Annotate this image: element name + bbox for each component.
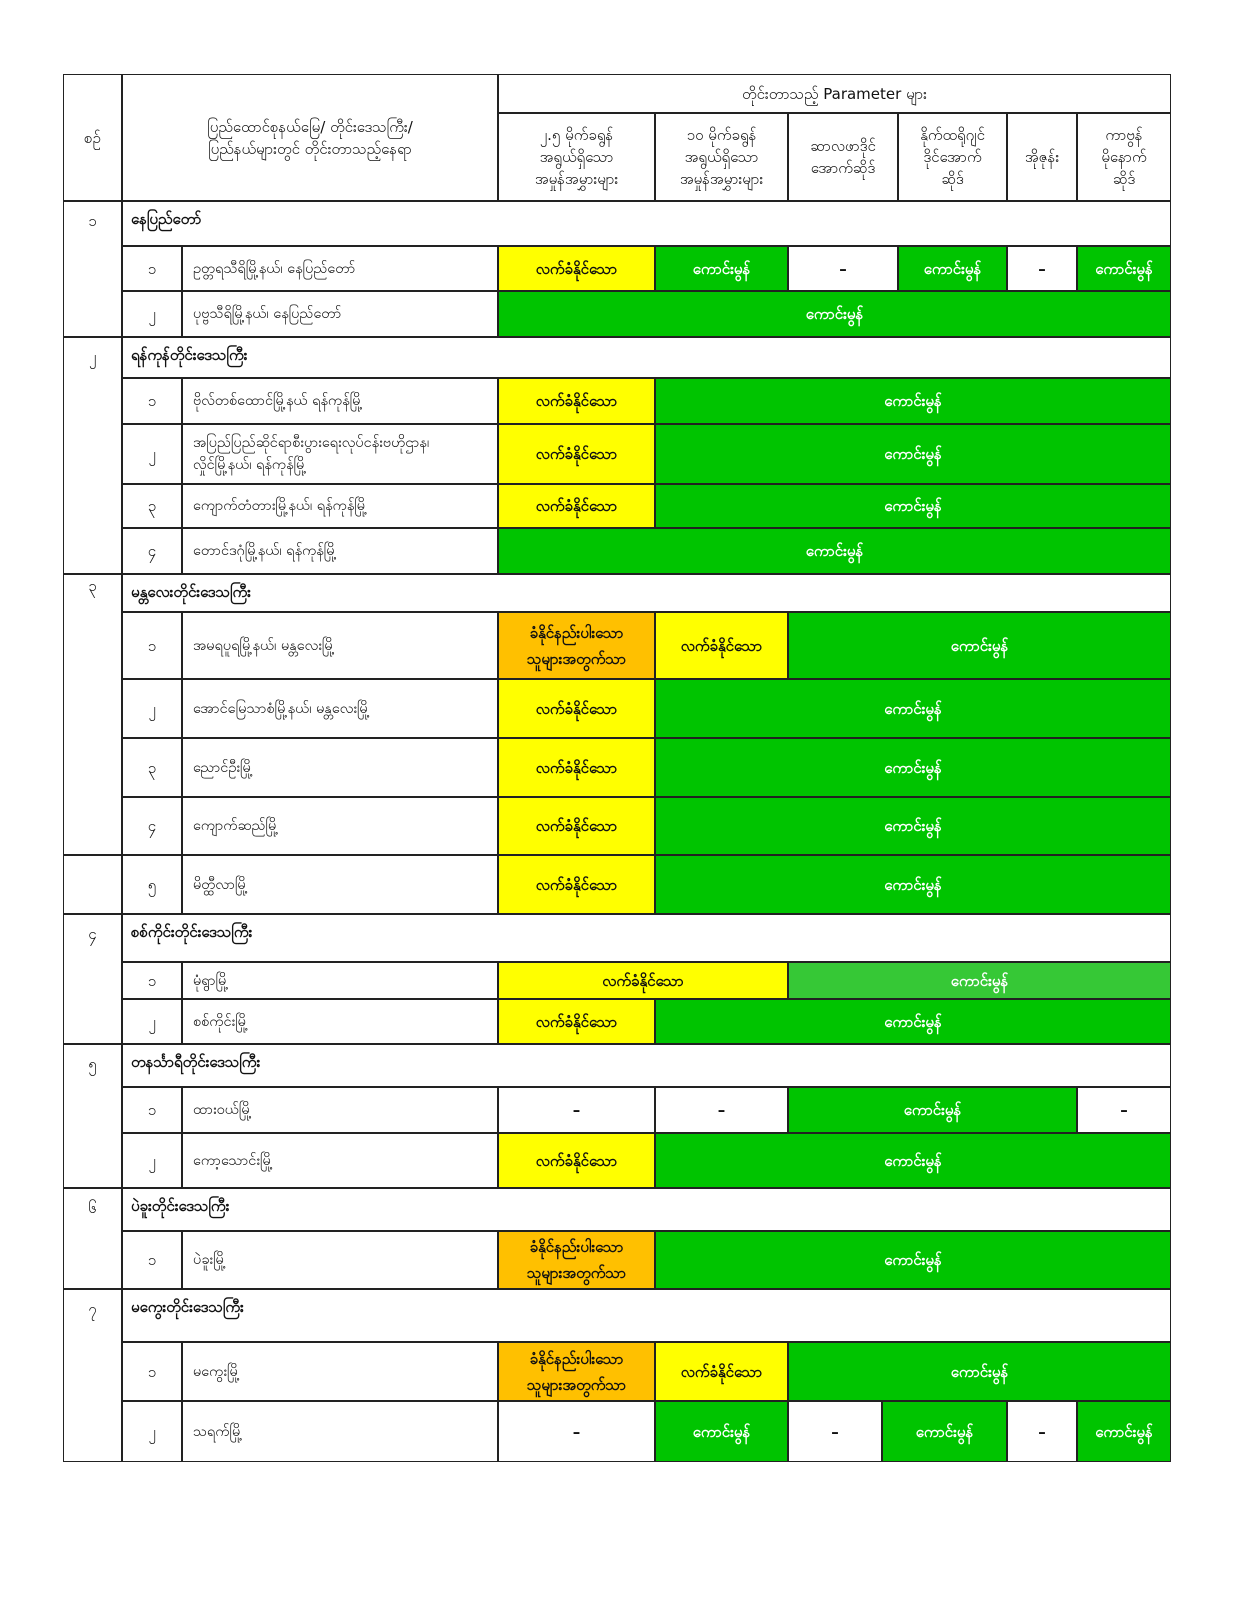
status-cell-good: [498, 291, 1171, 337]
region-name: [122, 914, 1171, 962]
region-number-text: ၇: [88, 1300, 97, 1318]
status-cell-good: [1077, 246, 1171, 291]
site-name-text: တောင်ဒဂုံမြို့နယ်၊ ရန်ကုန်မြို့: [193, 543, 337, 559]
site-name-text: ဥတ္တရသီရိမြို့နယ်၊ နေပြည်တော်: [193, 260, 356, 277]
status-cell-moderate-text: လက်ခံနိုင်သော: [535, 497, 618, 515]
status-cell-moderate: [498, 962, 788, 999]
header-param-ozone-text: အိုဇုန်း: [1024, 148, 1060, 166]
site-number: [122, 1231, 182, 1289]
status-cell-good: [655, 424, 1171, 484]
status-cell-good: [788, 1087, 1077, 1133]
region-name-text: မန္တလေးတိုင်းဒေသကြီး: [131, 583, 251, 601]
site-name: [182, 528, 498, 574]
header-serial: [63, 74, 122, 201]
status-cell-good: [655, 484, 1171, 528]
site-name: [182, 484, 498, 528]
site-number: [122, 797, 182, 855]
region-number: [63, 201, 122, 337]
status-cell-good: [655, 738, 1171, 797]
status-cell-none: [1077, 1087, 1171, 1133]
status-cell-none-text: –: [572, 1101, 581, 1119]
status-cell-good: [655, 999, 1171, 1044]
status-cell-good: [655, 378, 1171, 424]
status-cell-sensitive: [498, 1342, 655, 1401]
status-cell-good-text: ကောင်းမွန်: [884, 1012, 942, 1031]
status-cell-good-text: ကောင်းမွန်: [884, 758, 942, 777]
status-cell-none-text: –: [572, 1422, 581, 1441]
status-cell-moderate: [498, 738, 655, 797]
status-cell-good-text: ကောင်းမွန်: [884, 497, 942, 515]
status-cell-good: [655, 855, 1171, 914]
status-cell-moderate-text: လက်ခံနိုင်သော: [535, 259, 618, 278]
region-number: [63, 1289, 122, 1462]
site-name-text: အမရပူရမြို့နယ်၊ မန္တလေးမြို့: [193, 637, 335, 654]
status-cell-good: [655, 246, 788, 291]
region-name: [122, 1044, 1171, 1087]
status-cell-none: [655, 1087, 788, 1133]
site-number: [122, 999, 182, 1044]
status-cell-moderate-text: လက်ခံနိုင်သော: [535, 699, 618, 718]
site-name-text: အောင်မြေသာစံမြို့နယ်၊ မန္တလေးမြို့: [193, 700, 370, 717]
header-param-pm10: [655, 113, 788, 201]
site-number: [122, 962, 182, 999]
status-cell-none-text: –: [839, 259, 847, 278]
air-quality-table: [63, 74, 1171, 1462]
site-number-text: ၂: [148, 1012, 156, 1031]
status-cell-sensitive-text: ခံနိုင်နည်းပါးသော သူများအတွက်သာ: [526, 623, 627, 668]
status-cell-moderate-text: လက်ခံနိုင်သော: [535, 1012, 618, 1031]
region-number: [63, 574, 122, 855]
status-cell-good-text: ကောင်းမွန်: [692, 259, 751, 278]
header-location-text: ပြည်ထောင်စုနယ်မြေ/ တိုင်းဒေသကြီး/ ပြည်နယ်များတွင် တိုင်းတာသည့်နေရာ: [207, 117, 413, 158]
site-name-text: အပြည်ပြည်ဆိုင်ရာစီးပွားရေးလုပ်ငန်းဗဟိုဌာန၊ လှိုင်မြို့နယ်၊ ရန်ကုန်မြို့: [193, 435, 430, 473]
header-param-pm10-text: ၁၀ မိုက်ခရွန် အရွယ်ရှိသော အမှုန်အမွှားများ: [679, 126, 764, 188]
site-name-text: ဗိုလ်တစ်ထောင်မြို့နယ် ရန်ကုန်မြို့: [193, 393, 363, 409]
site-number-text: ၁: [147, 636, 157, 655]
site-name: [182, 962, 498, 999]
status-cell-good-text: ကောင်းမွန်: [692, 1422, 751, 1441]
status-cell-sensitive: [498, 612, 655, 679]
status-cell-moderate-text: လက်ခံနိုင်သော: [535, 758, 618, 777]
site-number-text: ၁: [147, 1362, 157, 1381]
region-number-text: ၁: [88, 212, 97, 230]
status-cell-good: [898, 246, 1007, 291]
region-name: [122, 201, 1171, 246]
region-number: [63, 914, 122, 1044]
status-cell-moderate-text: လက်ခံနိုင်သော: [680, 1362, 763, 1381]
status-cell-good-text: ကောင်းမွန်: [1095, 259, 1153, 278]
site-number: [122, 679, 182, 738]
site-number-text: ၁: [147, 392, 157, 410]
status-cell-moderate: [498, 246, 655, 291]
site-number: [122, 291, 182, 337]
site-name: [182, 378, 498, 424]
region-name-text: ပဲခူးတိုင်းဒေသကြီး: [131, 1197, 230, 1215]
region-number: [63, 1044, 122, 1188]
site-number-text: ၁: [147, 1251, 157, 1269]
site-number-text: ၂: [148, 699, 156, 718]
site-number-text: ၂: [148, 1151, 156, 1170]
site-name: [182, 679, 498, 738]
status-cell-moderate: [498, 424, 655, 484]
status-cell-good-text: ကောင်းမွန်: [884, 445, 942, 463]
status-cell-moderate: [498, 484, 655, 528]
site-name: [182, 1231, 498, 1289]
header-serial-text: စဉ်: [84, 128, 101, 147]
header-param-so2: [788, 113, 898, 201]
header-param-pm25-text: ၂.၅ မိုက်ခရွန် အရွယ်ရှိသော အမှုန်အမွှားများ: [534, 126, 619, 188]
site-number: [122, 1087, 182, 1133]
status-cell-moderate-text: လက်ခံနိုင်သော: [535, 445, 618, 463]
status-cell-none-text: –: [1038, 1422, 1046, 1441]
site-number: [122, 855, 182, 914]
region-number-blank: [63, 855, 122, 914]
status-cell-good-text: ကောင်းမွန်: [903, 1101, 962, 1119]
status-cell-good: [1077, 1401, 1171, 1462]
status-cell-good-text: ကောင်းမွန်: [805, 305, 864, 323]
region-number-text: ၆: [88, 1199, 97, 1217]
site-number: [122, 612, 182, 679]
site-number: [122, 484, 182, 528]
region-name-text: စစ်ကိုင်းတိုင်းဒေသကြီး: [131, 923, 253, 941]
status-cell-moderate: [655, 1342, 788, 1401]
site-number-text: ၃: [147, 497, 157, 515]
site-number-text: ၄: [147, 817, 157, 835]
header-param-co: [1077, 113, 1171, 201]
site-number-text: ၂: [148, 1422, 156, 1441]
region-name: [122, 337, 1171, 378]
site-number-text: ၅: [147, 875, 157, 894]
site-name: [182, 424, 498, 484]
region-number-text: ၂: [88, 348, 97, 366]
status-cell-none: [1007, 1401, 1077, 1462]
site-number-text: ၂: [148, 305, 156, 323]
status-cell-moderate: [498, 378, 655, 424]
site-name-text: စစ်ကိုင်းမြို့: [193, 1013, 249, 1030]
site-name: [182, 612, 498, 679]
site-number: [122, 1342, 182, 1401]
header-param-pm25: [498, 113, 655, 201]
status-cell-good: [655, 1133, 1171, 1188]
status-cell-good-text: ကောင်းမွန်: [915, 1422, 974, 1441]
region-number: [63, 337, 122, 574]
status-cell-good-text: ကောင်းမွန်: [884, 1251, 942, 1269]
site-number-text: ၁: [147, 259, 157, 278]
status-cell-moderate: [498, 1133, 655, 1188]
status-cell-moderate: [498, 855, 655, 914]
site-name-text: ပုဗ္ဗသီရိမြို့နယ်၊ နေပြည်တော်: [193, 306, 342, 322]
status-cell-good: [655, 1231, 1171, 1289]
site-name: [182, 738, 498, 797]
site-number-text: ၂: [148, 445, 156, 463]
status-cell-none-text: –: [831, 1422, 839, 1441]
site-name: [182, 291, 498, 337]
region-number-text: ၄: [88, 925, 97, 943]
site-name-text: ကျောက်ဆည်မြို့: [193, 818, 279, 834]
site-name: [182, 855, 498, 914]
status-cell-good: [788, 962, 1171, 999]
site-name: [182, 1342, 498, 1401]
header-param-co-text: ကာဗွန် မိုနောက် ဆိုဒ်: [1101, 126, 1147, 188]
status-cell-moderate-text: လက်ခံနိုင်သော: [680, 636, 763, 655]
site-name-text: သရက်မြို့: [193, 1423, 243, 1440]
status-cell-moderate: [498, 797, 655, 855]
status-cell-good-text: ကောင်းမွန်: [884, 875, 942, 894]
status-cell-none: [1007, 246, 1077, 291]
status-cell-sensitive-text: ခံနိုင်နည်းပါးသော သူများအတွက်သာ: [526, 1349, 627, 1394]
region-name-text: ရန်ကုန်တိုင်းဒေသကြီး: [131, 346, 248, 364]
status-cell-good: [655, 797, 1171, 855]
region-number: [63, 1188, 122, 1289]
site-name: [182, 999, 498, 1044]
status-cell-sensitive-text: ခံနိုင်နည်းပါးသော သူများအတွက်သာ: [526, 1238, 627, 1282]
site-number: [122, 1133, 182, 1188]
region-name-text: နေပြည်တော်: [131, 210, 202, 228]
status-cell-good-text: ကောင်းမွန်: [884, 699, 942, 718]
header-param-no2: [898, 113, 1007, 201]
site-name-text: ပဲခူးမြို့: [193, 1252, 227, 1268]
status-cell-good: [498, 528, 1171, 574]
site-number-text: ၃: [147, 758, 157, 777]
status-cell-moderate: [655, 612, 788, 679]
site-number: [122, 1401, 182, 1462]
site-number-text: ၁: [147, 971, 157, 990]
site-name: [182, 1401, 498, 1462]
region-number-text: ၃: [88, 577, 97, 595]
region-name: [122, 1289, 1171, 1342]
region-name: [122, 574, 1171, 612]
header-param-no2-text: နိုက်ထရိုဂျင် ဒိုင်အောက် ဆိုဒ်: [920, 126, 985, 188]
site-number: [122, 528, 182, 574]
status-cell-moderate-text: လက်ခံနိုင်သော: [535, 1151, 618, 1170]
site-number-text: ၁: [147, 1101, 157, 1119]
header-param-ozone: [1007, 113, 1077, 201]
site-name-text: ကော့သောင်းမြို့: [193, 1152, 273, 1169]
status-cell-none-text: –: [1038, 259, 1046, 278]
header-parameters-title: [498, 74, 1171, 113]
status-cell-good-text: ကောင်းမွန်: [950, 1362, 1009, 1381]
site-name-text: ကျောက်တံတားမြို့နယ်၊ ရန်ကုန်မြို့: [193, 498, 368, 514]
region-name-text: တနင်္သာရီတိုင်းဒေသကြီး: [131, 1053, 261, 1071]
site-name: [182, 1087, 498, 1133]
site-name: [182, 797, 498, 855]
status-cell-moderate-text: လက်ခံနိုင်သော: [602, 971, 684, 990]
status-cell-moderate-text: လက်ခံနိုင်သော: [535, 392, 618, 410]
status-cell-good: [655, 679, 1171, 738]
status-cell-none: [788, 246, 898, 291]
site-name-text: မကွေးမြို့: [193, 1363, 240, 1380]
site-name-text: ညောင်ဦးမြို့: [193, 759, 254, 776]
status-cell-good-text: ကောင်းမွန်: [950, 971, 1009, 990]
status-cell-none: [498, 1401, 655, 1462]
status-cell-good: [655, 1401, 788, 1462]
header-location: [122, 74, 498, 201]
status-cell-good: [788, 612, 1171, 679]
site-name: [182, 1133, 498, 1188]
status-cell-good: [788, 1342, 1171, 1401]
status-cell-moderate-text: လက်ခံနိုင်သော: [535, 817, 618, 835]
status-cell-good-text: ကောင်းမွန်: [884, 1151, 942, 1170]
site-name: [182, 246, 498, 291]
header-param-so2-text: ဆာလဖာဒိုင် အောက်ဆိုဒ်: [810, 137, 876, 177]
status-cell-good-text: ကောင်းမွန်: [923, 259, 982, 278]
site-name-text: ထားဝယ်မြို့: [193, 1102, 252, 1118]
site-number: [122, 738, 182, 797]
site-number: [122, 424, 182, 484]
status-cell-moderate: [498, 999, 655, 1044]
region-number-text: ၅: [88, 1055, 97, 1073]
status-cell-good: [882, 1401, 1007, 1462]
status-cell-good-text: ကောင်းမွန်: [884, 817, 942, 835]
status-cell-moderate: [498, 679, 655, 738]
site-name-text: မိတ္ထီလာမြို့: [193, 876, 248, 893]
status-cell-good-text: ကောင်းမွန်: [950, 636, 1009, 655]
status-cell-sensitive: [498, 1231, 655, 1289]
status-cell-good-text: ကောင်းမွန်: [884, 392, 942, 410]
status-cell-none-text: –: [1120, 1101, 1128, 1119]
site-number-text: ၄: [147, 542, 157, 560]
status-cell-good-text: ကောင်းမွန်: [1095, 1422, 1153, 1441]
status-cell-none: [498, 1087, 655, 1133]
status-cell-none-text: –: [717, 1101, 726, 1119]
status-cell-good-text: ကောင်းမွန်: [805, 542, 864, 560]
region-name: [122, 1188, 1171, 1231]
site-number: [122, 246, 182, 291]
site-name-text: မုံရွာမြို့: [193, 972, 229, 989]
header-parameters-title-text: တိုင်းတာသည့် Parameter များ: [741, 84, 927, 103]
status-cell-moderate-text: လက်ခံနိုင်သော: [535, 875, 618, 894]
region-name-text: မကွေးတိုင်းဒေသကြီး: [131, 1298, 244, 1316]
site-number: [122, 378, 182, 424]
status-cell-none: [788, 1401, 882, 1462]
